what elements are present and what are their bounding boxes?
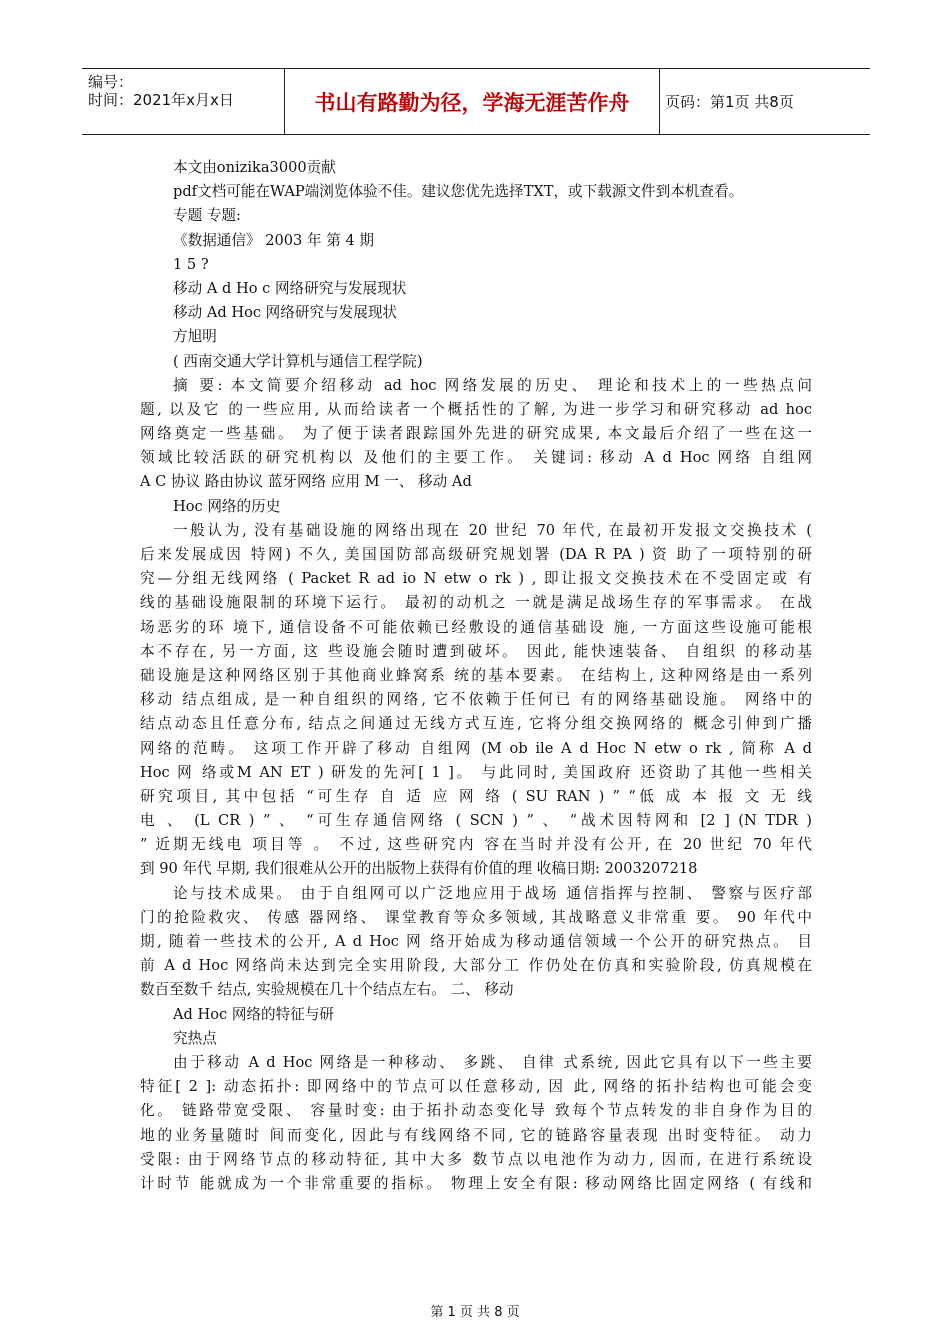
text-line: 网络的范畴。 这项工作开辟了移动 自组网 (M ob ile A d Hoc N etw o rk , 简称 A d (140, 739, 812, 757)
text-line: 一般认为, 没有基础设施的网络出现在 20 世纪 70 年代, 在最初开发报文交换技术 ( (173, 521, 812, 539)
header-motto: 书山有路勤为径，学海无涯苦作舟 (284, 69, 660, 134)
text-line: 结点动态且任意分布, 结点之间通过无线方式互连, 它将分组交换网络的 概念引伸到广播 (140, 715, 812, 733)
text-line: 移动 结点组成, 是一种自组织的网络, 它不依赖于任何已 有的网络基础设施。 网络中的 (140, 691, 812, 709)
text-line: 移动 Ad Hoc 网络研究与发展现状 (173, 304, 398, 322)
text-line: ( 西南交通大学计算机与通信工程学院) (173, 352, 423, 370)
text-line: A C 协议 路由协议 蓝牙网络 应用 M 一、 移动 Ad (140, 473, 472, 491)
text-line: 地的业务量随时 间而变化, 因此与有线网络不同, 它的链路容量表现 出时变特征。 动力 (140, 1126, 812, 1144)
text-line: 化。 链路带宽受限、 容量时变: 由于拓扑动态变化导 致每个节点转发的非自身作为目的 (140, 1102, 812, 1120)
text-line: 移动 A d Ho c 网络研究与发展现状 (173, 279, 407, 297)
text-line: 由于移动 A d Hoc 网络是一种移动、 多跳、 自律 式系统, 因此它具有以下一些主要 (173, 1053, 812, 1071)
text-line: ” 近期无线电 项目等 。 不过, 这些研究内 容在当时并没有公开, 在 20 世纪 70 年代 (140, 836, 812, 854)
text-line: 到 90 年代 早期, 我们很难从公开的出版物上获得有价值的理 收稿日期: 2003207218 (140, 860, 698, 878)
text-line: 后来发展成因 特网) 不久, 美国国防部高级研究规划署 (DA R PA ) 资 助了一项特别的研 (140, 546, 812, 563)
text-line: pdf文档可能在WAP端浏览体验不佳。建议您优先选择TXT，或下载源文件到本机查看。 (173, 183, 744, 201)
text-line: 1 5 ? (173, 255, 209, 273)
text-line: 受限: 由于网络节点的移动特征, 其中大多 数节点以电池作为动力, 因而, 在进行系统设 (140, 1150, 812, 1168)
text-line: 线的基础设施限制的环境下运行。 最初的动机之 一就是满足战场生存的军事需求。 在战 (140, 594, 812, 612)
text-line: 网络奠定一些基础。 为了便于读者跟踪国外先进的研究成果, 本文最后介绍了一些在这一 (140, 425, 812, 443)
text-line: 本文由onizika3000贡献 (173, 159, 336, 176)
text-line: 数百至数千 结点, 实验规模在几十个结点左右。 二、 移动 (140, 981, 514, 999)
text-line: 《数据通信》 2003 年 第 4 期 (173, 231, 374, 249)
text-line: 题, 以及它 的一些应用, 从而给读者一个概括性的了解, 为进一步学习和研究移动 ad hoc (140, 400, 812, 418)
text-line: 方旭明 (173, 328, 217, 346)
text-line: 门的抢险救灾、 传感 器网络、 课堂教育等众多领域, 其战略意义非常重 要。 90 年代中 (140, 908, 812, 926)
text-line: 期, 随着一些技术的公开, A d Hoc 网 络开始成为移动通信领域一个公开的研究热点。 目 (140, 933, 812, 950)
text-line: 专题 专题: (173, 207, 241, 225)
text-line: 究—分组无线网络 ( Packet R ad io N etw o rk ) , 即让报文交换技术在不受固定或 有 (140, 570, 812, 588)
text-line: 摘 要: 本文简要介绍移动 ad hoc 网络发展的历史、 理论和技术上的一些热点问 (173, 376, 812, 394)
text-line: 电 、 (L CR ) ” 、 “可生存通信网络 ( SCN ) ” 、 “战术因特网和 [2 ] (N TDR ) (140, 812, 812, 830)
date-label: 时间：2021年x月x日 (88, 91, 234, 109)
header-page-info: 页码：第1页 共8页 (665, 93, 794, 111)
header-left-cell (82, 69, 282, 134)
page-header (82, 68, 870, 135)
text-line: 场恶劣的环 境下, 通信设备不可能依赖已经敷设的通信基础设 施, 一方面这些设施可能根 (140, 618, 812, 636)
text-line: 特征[ 2 ]: 动态拓扑: 即网络中的节点可以任意移动, 因 此, 网络的拓扑结构也可能会变 (140, 1078, 812, 1096)
document-number-label: 编号： (88, 73, 134, 91)
page-footer: 第 1 页 共 8 页 (430, 1305, 520, 1320)
text-line: Hoc 网 络或M AN ET ) 研发的先河[ 1 ]。 与此同时, 美国政府 还资助了其他一些相关 (140, 763, 812, 781)
text-line: 计时节 能就成为一个非常重要的指标。 物理上安全有限: 移动网络比固定网络 ( 有线和 (140, 1174, 812, 1192)
text-line: 研究项目, 其中包括 “可生存 自 适 应 网 络 ( SU RAN ) ” “低 成 本 报 文 无 线 (140, 787, 812, 805)
text-line: 本不存在, 另一方面, 这 些设施会随时遭到破坏。 因此, 能快速装备、 自组织 的移动基 (140, 642, 812, 660)
text-line: 础设施是这种网络区别于其他商业蜂窝系 统的基本要素。 在结构上, 这种网络是由一系列 (140, 666, 812, 684)
text-line: Hoc 网络的历史 (173, 497, 281, 515)
document-body (140, 156, 812, 1196)
text-line: 论与技术成果。 由于自组网可以广泛地应用于战场 通信指挥与控制、 警察与医疗部 (173, 884, 812, 902)
text-line: 领域比较活跃的研究机构以 及他们的主要工作。 关键词: 移动 A d Hoc 网络 自组网 (140, 449, 812, 467)
text-line: 究热点 (173, 1029, 217, 1047)
text-line: Ad Hoc 网络的特征与研 (173, 1005, 335, 1023)
text-line: 前 A d Hoc 网络尚未达到完全实用阶段, 大部分工 作仍处在仿真和实验阶段, 仿真规模在 (140, 957, 812, 975)
